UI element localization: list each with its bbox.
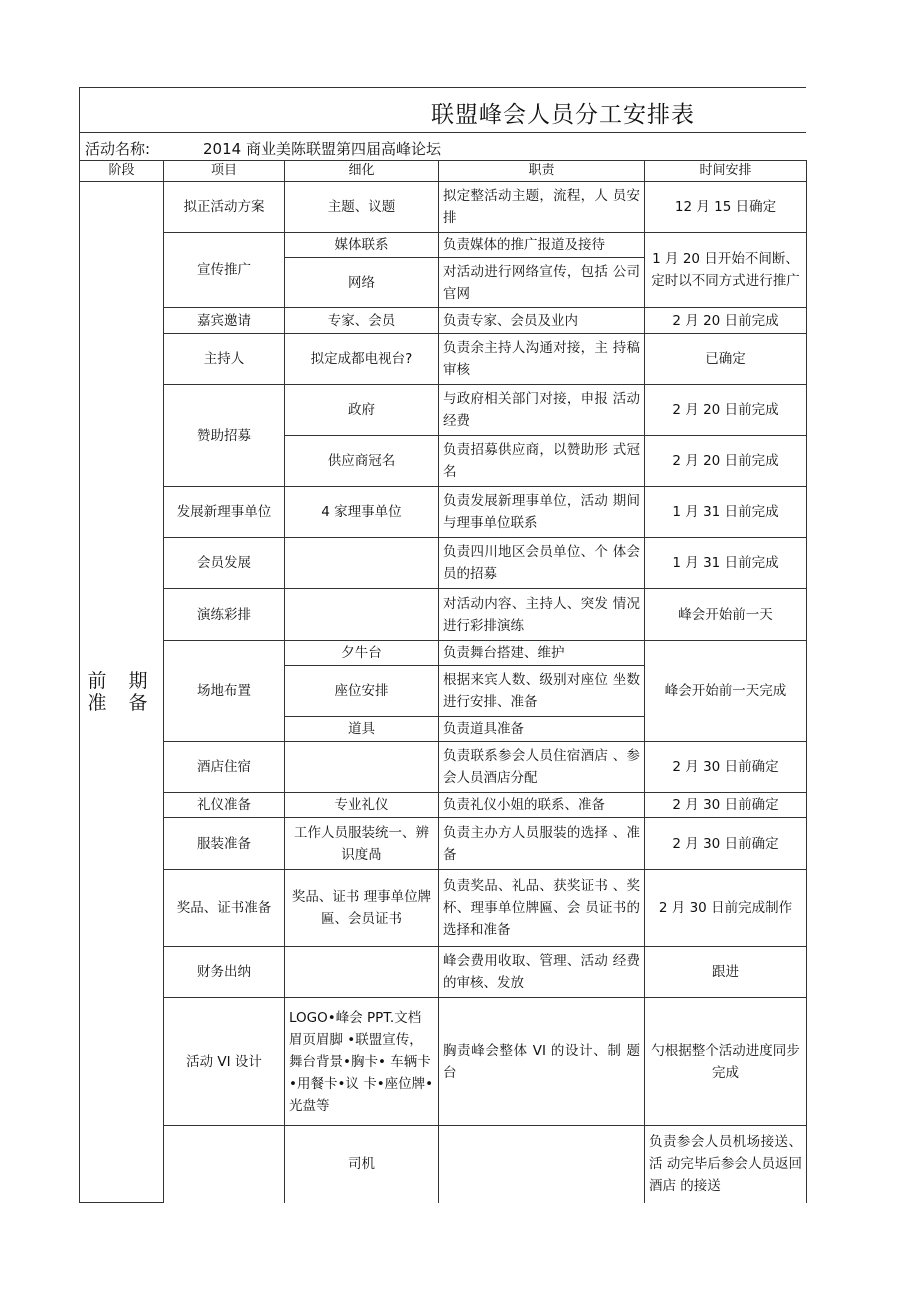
item-cell: 会员发展 [164, 538, 285, 589]
time-cell: 已确定 [645, 334, 807, 385]
item-cell: 主持人 [164, 334, 285, 385]
item-cell: 礼仪准备 [164, 793, 285, 818]
table-row [80, 742, 807, 793]
table-row [80, 308, 807, 334]
header-item: 项目 [164, 161, 285, 182]
header-stage: 阶段 [80, 161, 164, 182]
stage-cell-next [164, 1126, 285, 1203]
detail-cell [285, 589, 439, 641]
time-cell: 2 月 30 日前确定 [645, 742, 807, 793]
table-row [80, 1126, 807, 1203]
table-row [80, 385, 807, 436]
document-title: 联盟峰会人员分工安排表 [431, 102, 695, 128]
item-cell: 宣传推广 [164, 233, 285, 308]
activity-row [79, 132, 806, 160]
activity-name: 2014 商业美陈联盟第四届高峰论坛 [203, 140, 441, 158]
document-frame [79, 87, 806, 1211]
detail-cell: 媒体联系 [285, 233, 439, 258]
detail-cell: 4 家理事单位 [285, 487, 439, 538]
time-cell: 2 月 30 日前完成制作 [645, 870, 807, 947]
duty-cell: 负责礼仪小姐的联系、准备 [439, 793, 645, 818]
time-cell: 峰会开始前一天 [645, 589, 807, 641]
table-row [80, 538, 807, 589]
table-row [80, 182, 807, 233]
table-row [80, 641, 807, 666]
header-time: 时间安排 [645, 161, 807, 182]
detail-cell: 网络 [285, 258, 439, 308]
detail-cell: 主题、议题 [285, 182, 439, 233]
detail-cell: 专家、会员 [285, 308, 439, 334]
detail-cell [285, 947, 439, 998]
item-cell: 嘉宾邀请 [164, 308, 285, 334]
detail-cell: LOGO•峰会 PPT.文档眉页眉脚 •联盟宣传，舞台背景•胸卡• 车辆卡•用餐卡•议 卡•座位牌•光盘等 [285, 998, 439, 1126]
table-row [80, 870, 807, 947]
table-row [80, 818, 807, 870]
duty-cell: 负责余主持人沟通对接，主 持稿审核 [439, 334, 645, 385]
table-row [80, 793, 807, 818]
table-header-row [80, 161, 807, 182]
item-cell: 服装准备 [164, 818, 285, 870]
item-cell: 场地布置 [164, 641, 285, 742]
detail-cell [439, 1126, 645, 1203]
item-cell: 演练彩排 [164, 589, 285, 641]
detail-cell: 道具 [285, 717, 439, 742]
stage-label-line2: 准 备 [87, 692, 156, 714]
time-cell: 2 月 20 日前完成 [645, 308, 807, 334]
duty-cell: 负责媒体的推广报道及接待 [439, 233, 645, 258]
detail-cell: 专业礼仪 [285, 793, 439, 818]
item-cell: 司机 [285, 1126, 439, 1203]
duty-cell: 负责道具准备 [439, 717, 645, 742]
item-cell: 发展新理事单位 [164, 487, 285, 538]
stage-label-line1: 前 期 [87, 670, 156, 692]
duty-cell: 胸责峰会整体 VI 的设计、制 题台 [439, 998, 645, 1126]
time-cell: 12 月 15 日确定 [645, 182, 807, 233]
duty-cell: 负责主办方人员服装的选择 、准备 [439, 818, 645, 870]
item-cell: 奖品、证书准备 [164, 870, 285, 947]
duty-cell: 对活动进行网络宣传，包括 公司官网 [439, 258, 645, 308]
table-row [80, 589, 807, 641]
time-cell: 峰会开始前一天完成 [645, 641, 807, 742]
time-cell: 1 月 31 日前完成 [645, 538, 807, 589]
detail-cell: 夕牛台 [285, 641, 439, 666]
time-cell: 2 月 30 日前确定 [645, 818, 807, 870]
schedule-table [79, 160, 807, 1203]
stage-cell-prep [80, 182, 164, 1203]
time-cell: 2 月 20 日前完成 [645, 385, 807, 436]
duty-cell: 负责参会人员机场接送、活 动完毕后参会人员返回酒店 的接送 [645, 1126, 807, 1203]
detail-cell: 座位安排 [285, 666, 439, 717]
duty-cell: 负责招募供应商，以赞助形 式冠名 [439, 436, 645, 487]
time-cell: 1 月 20 日开始不间断、定时以不同方式进行推广 [645, 233, 807, 308]
activity-label: 活动名称: [85, 140, 151, 158]
time-cell: 勺根据整个活动进度同步完成 [645, 998, 807, 1126]
table-row [80, 998, 807, 1126]
item-cell: 拟正活动方案 [164, 182, 285, 233]
detail-cell: 奖品、证书 理事单位牌匾、会员证书 [285, 870, 439, 947]
duty-cell: 负责舞台搭建、维护 [439, 641, 645, 666]
duty-cell: 对活动内容、主持人、突发 情况进行彩排演练 [439, 589, 645, 641]
duty-cell: 与政府相关部门对接，申报 活动经费 [439, 385, 645, 436]
duty-cell: 负责发展新理事单位，活动 期间与理事单位联系 [439, 487, 645, 538]
table-row [80, 487, 807, 538]
table-row [80, 947, 807, 998]
item-cell: 赞助招募 [164, 385, 285, 487]
item-cell: 财务出纳 [164, 947, 285, 998]
item-cell: 活动 VI 设计 [164, 998, 285, 1126]
duty-cell: 负责奖品、礼品、获奖证书 、奖杯、理事单位牌匾、会 员证书的选择和准备 [439, 870, 645, 947]
detail-cell: 工作人员服装统一、辨识度咼 [285, 818, 439, 870]
duty-cell: 负责专家、会员及业内 [439, 308, 645, 334]
duty-cell: 根据来宾人数、级别对座位 坐数进行安排、准备 [439, 666, 645, 717]
title-row [79, 87, 806, 132]
time-cell: 2 月 20 日前完成 [645, 436, 807, 487]
table-row [80, 233, 807, 258]
header-detail: 细化 [285, 161, 439, 182]
time-cell: 2 月 30 日前确定 [645, 793, 807, 818]
duty-cell: 负责四川地区会员单位、个 体会员的招募 [439, 538, 645, 589]
detail-cell [285, 538, 439, 589]
duty-cell: 峰会费用收取、管理、活动 经费的审核、发放 [439, 947, 645, 998]
item-cell: 酒店住宿 [164, 742, 285, 793]
duty-cell: 负责联系参会人员住宿酒店 、参会人员酒店分配 [439, 742, 645, 793]
header-duty: 职责 [439, 161, 645, 182]
detail-cell: 政府 [285, 385, 439, 436]
time-cell: 1 月 31 日前完成 [645, 487, 807, 538]
duty-cell: 拟定整活动主题，流程，人 员安排 [439, 182, 645, 233]
detail-cell [285, 742, 439, 793]
detail-cell: 供应商冠名 [285, 436, 439, 487]
detail-cell: 拟定成都电视台? [285, 334, 439, 385]
table-row [80, 334, 807, 385]
time-cell: 跟进 [645, 947, 807, 998]
